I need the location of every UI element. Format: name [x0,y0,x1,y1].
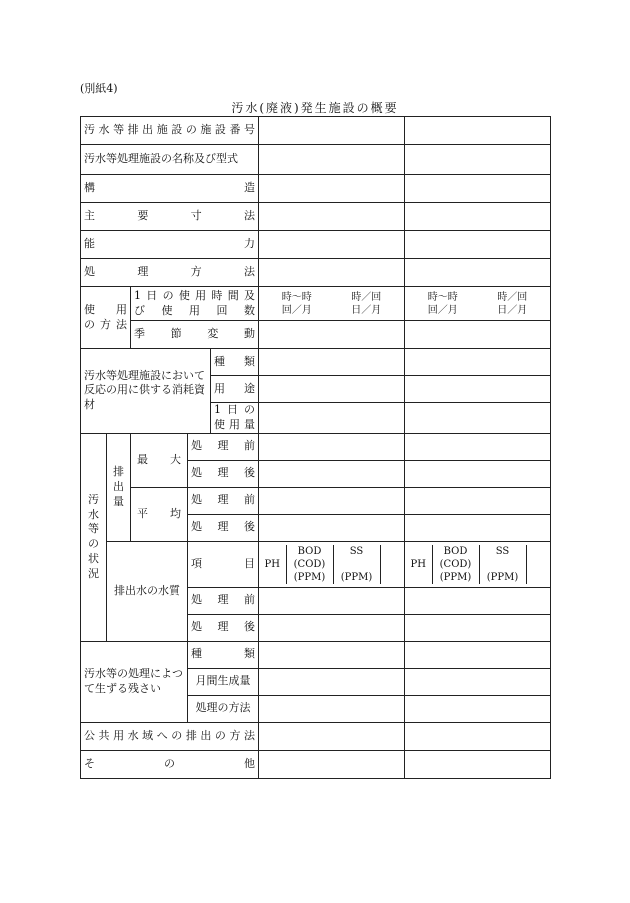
cell-main-dimensions-1[interactable] [259,203,405,231]
cell-seasonal-1[interactable] [259,321,405,349]
cell-other-1[interactable] [259,750,405,778]
row-max-before [81,433,551,460]
label-quality-after: 処理後 [188,614,259,641]
row-residue-type [81,641,551,668]
cell-max-before-1[interactable] [259,433,405,460]
cell-quality-before-2[interactable] [405,587,551,614]
cell-residue-method-1[interactable] [259,695,405,722]
cell-consumable-type-1[interactable] [259,349,405,376]
cell-quality-items-1 [259,541,405,587]
label-residue-method: 処理の方法 [188,695,259,722]
cell-max-before-2[interactable] [405,433,551,460]
cell-max-after-1[interactable] [259,460,405,487]
cell-discharge-method-2[interactable] [405,722,551,750]
row-quality-items [81,541,551,587]
header-ph: PH [264,558,280,570]
label-other: その他 [81,750,259,778]
cell-capacity-2[interactable] [405,231,551,259]
form-title: 汚水(廃液)発生施設の概要 [231,101,399,115]
label-max: 最大 [131,433,188,487]
label-residue-monthly: 月間生成量 [188,668,259,695]
label-treatment-method: 処理方法 [81,259,259,287]
label-residue: 汚水等の処理によつて生ずる残さい [81,641,188,722]
label-usage-method: 使 用 の方法 [81,287,131,349]
cell-residue-monthly-2[interactable] [405,668,551,695]
row-facility-number [81,117,551,145]
cell-consumable-purpose-1[interactable] [259,376,405,403]
cell-residue-monthly-1[interactable] [259,668,405,695]
label-sewage-status: 汚 水 等 の 状 況 [81,433,107,641]
cell-avg-after-2[interactable] [405,514,551,541]
facility-overview-form [80,116,551,779]
cell-discharge-method-1[interactable] [259,722,405,750]
cell-structure-2[interactable] [405,175,551,203]
cell-other-2[interactable] [405,750,551,778]
cell-capacity-1[interactable] [259,231,405,259]
label-capacity: 能力 [81,231,259,259]
cell-treatment-name-1[interactable] [259,145,405,175]
row-avg-before [81,487,551,514]
cell-treatment-method-1[interactable] [259,259,405,287]
header-ss: SS (PPM) [479,545,526,584]
label-consumable-amount: 1日の 使用量 [211,403,259,434]
label-max-after: 処理後 [188,460,259,487]
row-treatment-method [81,259,551,287]
label-avg-after: 処理後 [188,514,259,541]
cell-quality-before-1[interactable] [259,587,405,614]
header-ph: PH [410,558,426,570]
header-bod: BOD (COD) (PPM) [432,545,479,584]
label-seasonal: 季節変動 [131,321,259,349]
label-consumable-purpose: 用途 [211,376,259,403]
cell-residue-type-1[interactable] [259,641,405,668]
cell-structure-1[interactable] [259,175,405,203]
cell-treatment-method-2[interactable] [405,259,551,287]
cell-quality-items-2 [405,541,551,587]
cell-main-dimensions-2[interactable] [405,203,551,231]
label-avg-before: 処理前 [188,487,259,514]
row-discharge-method [81,722,551,750]
label-quality-before: 処理前 [188,587,259,614]
row-other [81,750,551,778]
label-residue-type: 種類 [188,641,259,668]
cell-facility-number-2[interactable] [405,117,551,145]
label-structure: 構造 [81,175,259,203]
row-structure [81,175,551,203]
cell-residue-type-2[interactable] [405,641,551,668]
label-consumable-type: 種類 [211,349,259,376]
label-daily-hours: 1日の使用時間及 び使用回数 [131,287,259,321]
attachment-note: (別紙4) [80,82,118,95]
label-consumables: 汚水等処理施設において反応の用に供する消耗資材 [81,349,211,434]
row-main-dimensions [81,203,551,231]
label-facility-number: 汚水等排出施設の施設番号 [81,117,259,145]
cell-consumable-purpose-2[interactable] [405,376,551,403]
cell-facility-number-1[interactable] [259,117,405,145]
cell-quality-after-2[interactable] [405,614,551,641]
row-daily-usage [81,287,551,321]
cell-residue-method-2[interactable] [405,695,551,722]
cell-daily-usage-2[interactable]: 時〜時 時／回 回／月 日／月 [405,287,551,321]
cell-quality-after-1[interactable] [259,614,405,641]
cell-max-after-2[interactable] [405,460,551,487]
cell-consumable-amount-2[interactable] [405,403,551,434]
row-capacity [81,231,551,259]
row-seasonal [81,321,551,349]
label-discharge-amount: 排 出 量 [107,433,131,541]
label-discharge-method: 公共用水域への排出の方法 [81,722,259,750]
label-max-before: 処理前 [188,433,259,460]
cell-treatment-name-2[interactable] [405,145,551,175]
label-treatment-name: 汚水等処理施設の名称及び型式 [81,145,259,175]
row-treatment-name [81,145,551,175]
row-consumable-type [81,349,551,376]
label-main-dimensions: 主要寸法 [81,203,259,231]
label-water-quality: 排出水の水質 [107,541,188,641]
cell-avg-before-2[interactable] [405,487,551,514]
header-bod: BOD (COD) (PPM) [286,545,333,584]
cell-avg-after-1[interactable] [259,514,405,541]
cell-avg-before-1[interactable] [259,487,405,514]
cell-daily-usage-1[interactable]: 時〜時 時／回 回／月 日／月 [259,287,405,321]
label-quality-item: 項目 [188,541,259,587]
cell-seasonal-2[interactable] [405,321,551,349]
header-ss: SS (PPM) [333,545,380,584]
cell-consumable-amount-1[interactable] [259,403,405,434]
label-avg: 平均 [131,487,188,541]
cell-consumable-type-2[interactable] [405,349,551,376]
